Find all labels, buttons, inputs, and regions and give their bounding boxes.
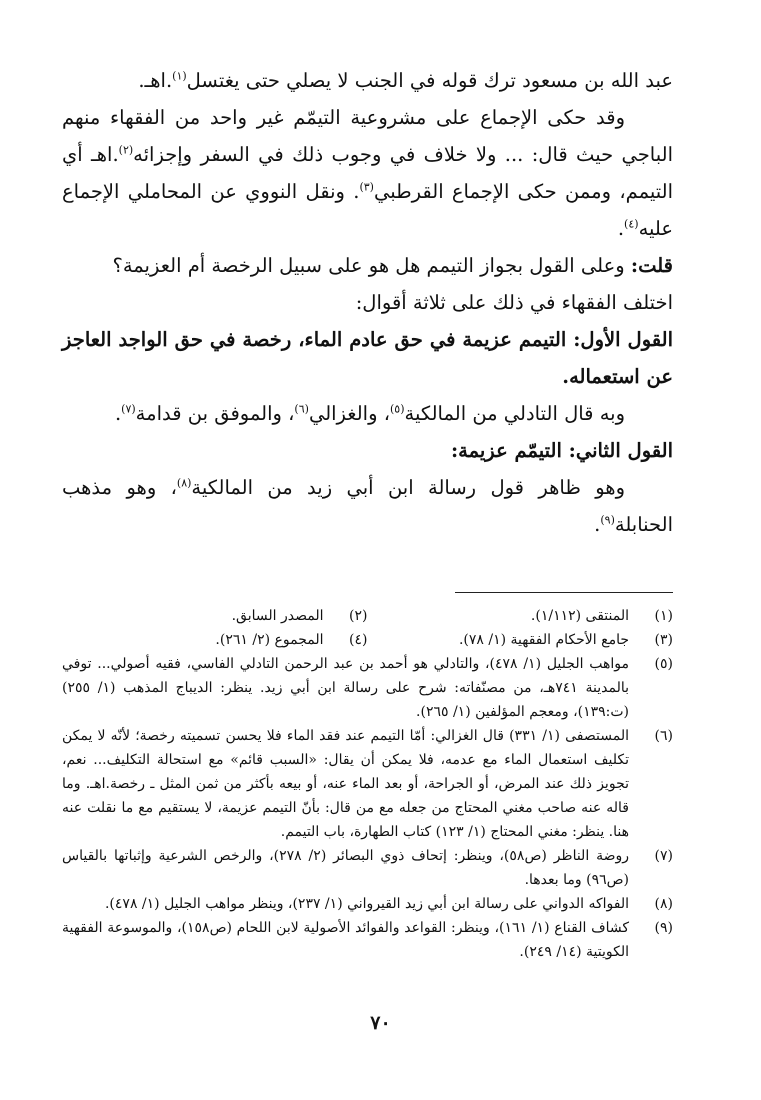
text-run: .اهـ أي التيمم، وممن حكى الإجماع القرطبي: [62, 143, 674, 203]
opinion-1-lead: القول الأول:: [573, 328, 673, 351]
footnote-ref-3[interactable]: (٣): [359, 180, 374, 194]
footnote-4: [62, 628, 368, 652]
footnote-ref-4[interactable]: (٤): [624, 217, 639, 231]
footnote-ref-7[interactable]: (٧): [121, 402, 136, 416]
footnote-text: الفواكه الدواني على رسالة ابن أبي زيد القيرواني (١/ ٢٣٧)، وينظر مواهب الجليل (١/ ٤٧٨).: [104, 896, 629, 912]
text-run: .: [114, 402, 122, 425]
footnote-number: (٧): [654, 848, 673, 864]
footnotes: [62, 604, 673, 964]
text-run: التيمم عزيمة في حق عادم الماء، رخصة في حق الواجد العاجز عن استعماله.: [62, 328, 673, 388]
footnote-text: المستصفى (١/ ٣٣١) قال الغزالي: أمّا التيمم عند فقد الماء فلا يحسن تسميته رخصة؛ لأنّه لا يمكن تكليف استعمال الماء مع عدمه، فلا يمكن أن يقال: «السبب قائم» مع استحالة التكليف... نعم، تجويز ذلك عند المرض، أو الجراحة، أو بعد الماء عنه، أو بيعه بأكثر من ثمن المثل ـ رخصة.اهـ. وما قاله عنه صاحب مغني المحتاج من جعله مع من قال: بأنّ التيمم عزيمة، لا يستقيم مع ما نقلت عنه هنا. ينظر: مغني المحتاج (١/ ١٢٣) كتاب الطهارة، باب التيمم.: [62, 728, 629, 840]
text-run: .: [594, 513, 601, 536]
text-run: وبه قال التادلي من المالكية: [404, 402, 625, 425]
footnote-ref-2[interactable]: (٢): [118, 143, 134, 157]
text-run: .: [617, 217, 625, 240]
page-body: [62, 62, 674, 960]
text-run: ، وهو مذهب الحنابلة: [62, 476, 673, 536]
page-number: ٧٠: [370, 1012, 391, 1034]
text-run: وقد حكى الإجماع على مشروعية التيمّم غير واحد من الفقهاء منهم الباجي حيث قال: ... ولا خلاف في وجوب ذلك في السفر وإجزائه: [62, 106, 673, 166]
paragraph-3: اختلف الفقهاء في ذلك على ثلاثة أقوال:: [355, 291, 673, 314]
footnote-number: (٨): [654, 896, 673, 912]
text-run: .اهـ.: [138, 69, 173, 92]
opinion-1-heading: [62, 321, 673, 395]
paragraph-2: [62, 99, 673, 247]
footnote-ref-8[interactable]: (٨): [176, 476, 192, 490]
main-text: [62, 62, 673, 543]
footnote-number: (١): [654, 608, 673, 624]
footnote-text: كشاف القناع (١/ ١٦١)، وينظر: القواعد والفوائد الأصولية لابن اللحام (ص١٥٨)، والموسوعة الفقهية الكويتية (١٤/ ٢٤٩).: [62, 920, 630, 960]
footnote-text: جامع الأحكام الفقهية (١/ ٧٨).: [458, 632, 629, 648]
footnote-ref-1[interactable]: (١): [172, 69, 187, 83]
text-run: عبد الله بن مسعود ترك قوله في الجنب لا يصلي حتى يغتسل: [186, 69, 673, 92]
footnote-ref-6[interactable]: (٦): [294, 402, 309, 416]
footnote-8: [62, 892, 673, 916]
text-run: . ونقل النووي عن المحاملي الإجماع عليه: [62, 180, 673, 240]
footnote-1: [368, 604, 674, 628]
paragraph-5: [62, 469, 673, 543]
paragraph-4: [62, 395, 673, 432]
footnote-text: المنتقى (١/١١٢).: [530, 608, 629, 624]
footnote-number: (٣): [654, 632, 673, 648]
text-run: التيمّم عزيمة:: [450, 439, 569, 462]
footnote-3: [368, 628, 674, 652]
text-run: وهو ظاهر قول رسالة ابن أبي زيد من المالكية: [191, 476, 625, 499]
footnote-ref-9[interactable]: (٩): [600, 513, 615, 527]
opinion-2-lead: القول الثاني:: [568, 439, 673, 462]
question-lead: قلت:: [630, 254, 673, 277]
text-run: وعلى القول بجواز التيمم هل هو على سبيل الرخصة أم العزيمة؟: [112, 254, 631, 277]
footnote-2: [62, 604, 368, 628]
question-paragraph: [62, 247, 673, 284]
opinion-2-heading: [62, 432, 673, 469]
footnote-5: [62, 652, 673, 724]
text-run: ، والموفق بن قدامة: [135, 402, 295, 425]
footnote-row: [62, 604, 673, 628]
footnote-text: المجموع (٢/ ٢٦١).: [215, 632, 324, 648]
footnote-number: (٤): [349, 632, 368, 648]
footnote-row: [62, 628, 673, 652]
footnote-number: (٢): [349, 608, 368, 624]
footnote-text: مواهب الجليل (١/ ٤٧٨)، والتادلي هو أحمد بن عبد الرحمن التادلي الفاسي، فقيه أصولي... توفي بالمدينة ٧٤١هـ، من مصنّفاته: شرح على رسالة ابن أبي زيد. ينظر: الديباج المذهب (١/ ٢٥٥) (ت:١٣٩)، ومعجم المؤلفين (١/ ٢٦٥).: [62, 656, 630, 720]
footnote-separator: [455, 592, 673, 593]
footnote-6: [62, 724, 673, 844]
footnote-ref-5[interactable]: (٥): [389, 402, 405, 416]
footnote-7: [62, 844, 673, 892]
paragraph-1: [62, 62, 673, 99]
footnote-number: (٦): [654, 728, 673, 744]
footnote-text: روضة الناظر (ص٥٨)، وينظر: إتحاف ذوي البصائر (٢/ ٢٧٨)، والرخص الشرعية وإثباتها بالقياس (ص٩٦) وما بعدها.: [62, 848, 629, 888]
footnote-9: [62, 916, 673, 964]
footnote-number: (٥): [654, 656, 673, 672]
footnote-text: المصدر السابق.: [231, 608, 324, 624]
footnote-number: (٩): [654, 920, 673, 936]
text-run: ، والغزالي: [308, 402, 390, 425]
